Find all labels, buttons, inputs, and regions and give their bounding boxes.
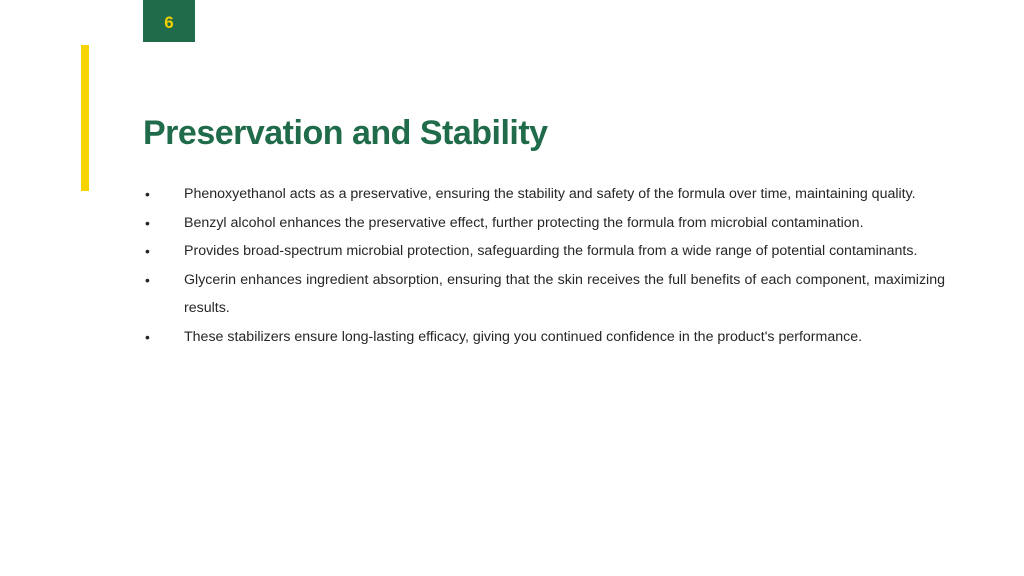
- slide-title: Preservation and Stability: [143, 114, 548, 152]
- page-number: 6: [164, 12, 174, 32]
- bullet-text: Glycerin enhances ingredient absorption, ensuring that the skin receives the full benefits of each component, maximizing results.: [184, 271, 945, 316]
- bullet-item: [143, 323, 945, 352]
- bullet-icon: •: [145, 328, 150, 345]
- bullet-text: Benzyl alcohol enhances the preservative effect, further protecting the formula from microbial contamination.: [184, 214, 864, 231]
- accent-bar: [81, 45, 89, 191]
- bullet-icon: •: [145, 271, 150, 288]
- bullet-icon: •: [145, 186, 150, 202]
- page-number-badge: [143, 0, 195, 42]
- bullet-item: [143, 237, 945, 266]
- bullet-text: These stabilizers ensure long-lasting efficacy, giving you continued confidence in the product's performance.: [184, 328, 863, 345]
- bullet-item: [143, 209, 945, 238]
- bullet-item: [143, 180, 945, 209]
- bullet-item: [143, 266, 945, 323]
- bullet-icon: •: [145, 214, 150, 231]
- bullet-list: [143, 180, 945, 351]
- bullet-icon: •: [145, 243, 150, 259]
- bullet-text: Phenoxyethanol acts as a preservative, ensuring the stability and safety of the formula over time, maintaining quality.: [184, 186, 916, 202]
- bullet-text: Provides broad-spectrum microbial protection, safeguarding the formula from a wide range of potential contaminants.: [184, 243, 918, 259]
